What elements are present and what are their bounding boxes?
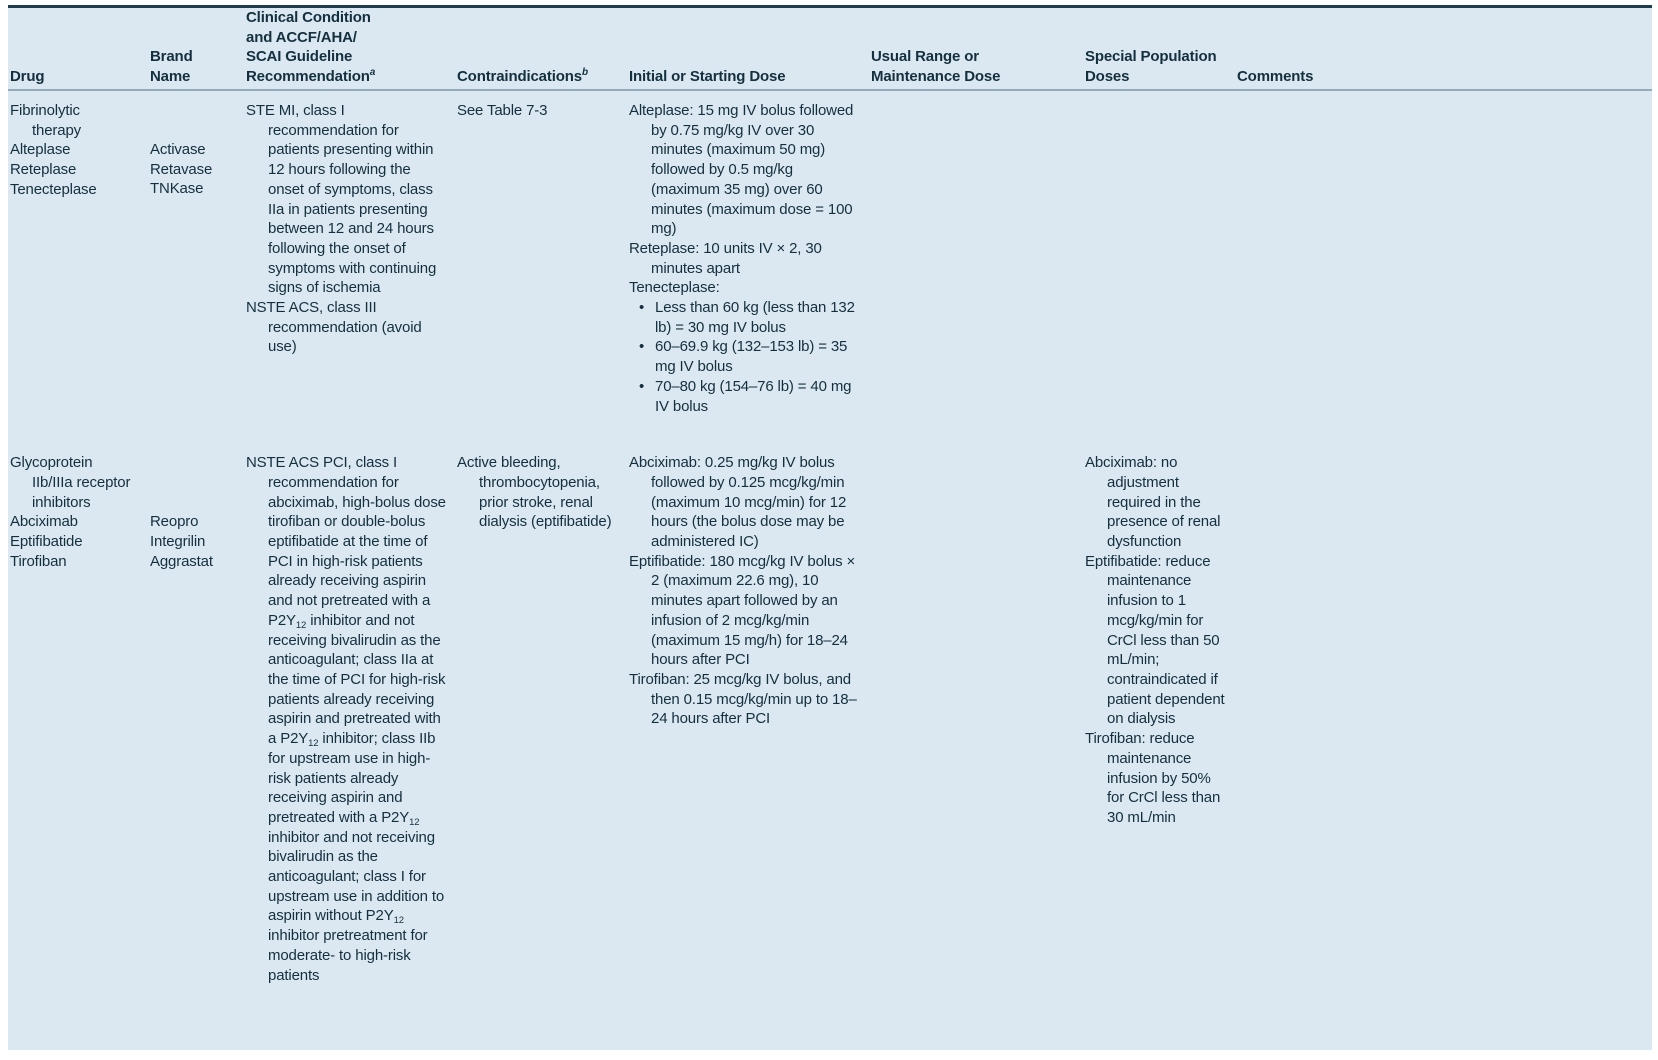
header-label: Comments [1237,68,1314,86]
subscript-12: 12 [393,915,404,927]
drug-name: Tirofiban [10,552,67,570]
table-row-gp-iib-iiia-inhibitors [8,453,1652,985]
column-header-clinical-condition [246,8,457,94]
table-header-row [8,8,1652,91]
header-label: Drug [10,68,45,86]
header-label: Doses [1085,68,1130,86]
bullet-item [629,298,861,337]
header-label: and ACCF/AHA/ [246,28,357,46]
drug-cell [10,453,150,571]
header-label [246,67,451,87]
subscript-12: 12 [409,816,420,828]
paragraph: Tenecteplase: [629,279,720,297]
column-header-drug [10,67,150,94]
drug-name: Eptifibatide [10,533,83,551]
brand-name: Retavase [150,160,213,178]
footnote-marker-b: b [581,67,588,79]
drug-group-line: Glycoprotein [10,454,93,472]
bullet-text: Less than 60 kg (less than 132 lb) = 30 mg IV bolus [655,299,855,336]
table-row-fibrinolytic-therapy [8,101,1652,416]
special-population-cell [1085,453,1237,827]
clinical-condition-cell [246,453,457,985]
drug-group-line: inhibitors [32,493,91,511]
paragraph: Alteplase: 15 mg IV bolus followed by 0.75 mg/kg IV over 30 minutes (maximum 50 mg) followed by 0.5 mg/kg (maximum 35 mg) over 60 minutes (maximum dose = 100 mg) [629,102,854,238]
column-header-usual-range [871,47,1085,93]
initial-dose-cell [629,453,871,729]
brand-name: Reopro [150,513,199,531]
bullet-text: 70–80 kg (154–76 lb) = 40 mg IV bolus [655,377,852,415]
paragraph: Tirofiban: 25 mcg/kg IV bolus, and then 0.15 mcg/kg/min up to 18–24 hours after PCI [629,670,857,728]
subscript-12: 12 [308,738,319,750]
header-label: Initial or Starting Dose [629,68,786,86]
contraindications-cell [457,101,629,121]
column-header-brand-name [150,47,246,93]
paragraph: See Table 7-3 [457,102,548,119]
header-label-text: Contraindications [457,68,582,86]
text-segment: inhibitor pretreatment for moderate- to high-risk patients [268,927,428,984]
text-segment: inhibitor and not receiving bivalirudin as the anticoagulant; class I for upstream use in addition to aspirin without P2Y [268,828,445,925]
paragraph: Eptifibatide: reduce maintenance infusion to 1 mcg/kg/min for CrCl less than 50 mL/min; contraindicated if patient dependent on dialysis [1085,552,1225,728]
header-label: Brand [150,48,193,66]
drug-name: Abciximab [10,513,78,531]
paragraph: Active bleeding, thrombocytopenia, prior stroke, renal dialysis (eptifibatide) [457,454,612,531]
brand-name: Activase [150,141,206,158]
text-segment: inhibitor and not receiving bivalirudin as the anticoagulant; class IIa at the time of PCI for high-risk patients already receiving aspirin and pretreated with a P2Y [268,611,446,748]
column-header-contraindications [457,67,629,94]
text-segment: inhibitor; class IIb for upstream use in high-risk patients already receiving aspirin and pretreated with a P2Y [268,730,436,826]
header-label: Clinical Condition [246,9,371,26]
bullet-icon: • [639,377,645,395]
drug-group-line: Fibrinolytic [10,102,80,119]
subscript-12: 12 [295,619,307,631]
paragraph [246,453,447,985]
bullet-item [629,377,861,416]
drug-group-line: therapy [32,121,81,139]
header-label: Maintenance Dose [871,68,1001,86]
bullet-icon: • [639,299,645,317]
initial-dose-cell [629,101,871,416]
paragraph: NSTE ACS, class III recommendation (avoid use) [246,299,422,356]
drug-name: Reteplase [10,161,77,179]
drug-name: Tenecteplase [10,180,97,198]
paragraph: Abciximab: 0.25 mg/kg IV bolus followed by 0.125 mcg/kg/min (maximum 10 mcg/min) for 12 hours (the bolus dose may be administered IC) [629,454,847,551]
header-label: SCAI Guideline [246,48,353,66]
brand-name-cell [150,101,246,199]
brand-name: Integrilin [150,532,206,550]
header-label: Usual Range or [871,48,979,66]
clinical-condition-cell [246,101,457,357]
header-label: Special Population [1085,48,1217,66]
brand-name: TNKase [150,180,204,198]
header-label [457,67,623,87]
bullet-icon: • [639,338,645,356]
drug-name: Alteplase [10,141,71,159]
header-label: Name [150,68,191,86]
drug-group-line: IIb/IIIa receptor [32,473,131,491]
contraindications-cell [457,453,629,532]
bullet-item [629,337,861,376]
column-header-special-population [1085,47,1237,93]
footnote-marker-a: a [369,67,376,79]
column-header-initial-dose [629,67,871,94]
paragraph: Abciximab: no adjustment required in the presence of renal dysfunction [1085,454,1221,551]
brand-name-cell [150,453,246,571]
column-header-comments [1237,67,1652,94]
drug-cell [10,101,150,200]
text-segment: NSTE ACS PCI, class I recommendation for abciximab, high-bolus dose tirofiban or double-bolus eptifibatide at the time of PCI in high-risk patients already receiving aspirin and not pretreated with a P2Y [246,454,446,629]
paragraph: Tirofiban: reduce maintenance infusion by 50% for CrCl less than 30 mL/min [1085,730,1221,826]
bullet-text: 60–69.9 kg (132–153 lb) = 35 mg IV bolus [655,338,848,376]
paragraph: Eptifibatide: 180 mcg/kg IV bolus × 2 (maximum 22.6 mg), 10 minutes apart followed by an infusion of 2 mcg/kg/min (maximum 15 mg/h) for 18–24 hours after PCI [629,552,856,669]
brand-name: Aggrastat [150,552,213,570]
paragraph: Reteplase: 10 units IV × 2, 30 minutes apart [629,239,822,277]
header-label-text: Recommendation [246,68,370,86]
paragraph: STE MI, class I recommendation for patients presenting within 12 hours following the onset of symptoms, class IIa in patients presenting between 12 and 24 hours following the onset of symptoms with continuing signs of ischemia [246,102,437,297]
drug-dosing-table [8,5,1652,1050]
